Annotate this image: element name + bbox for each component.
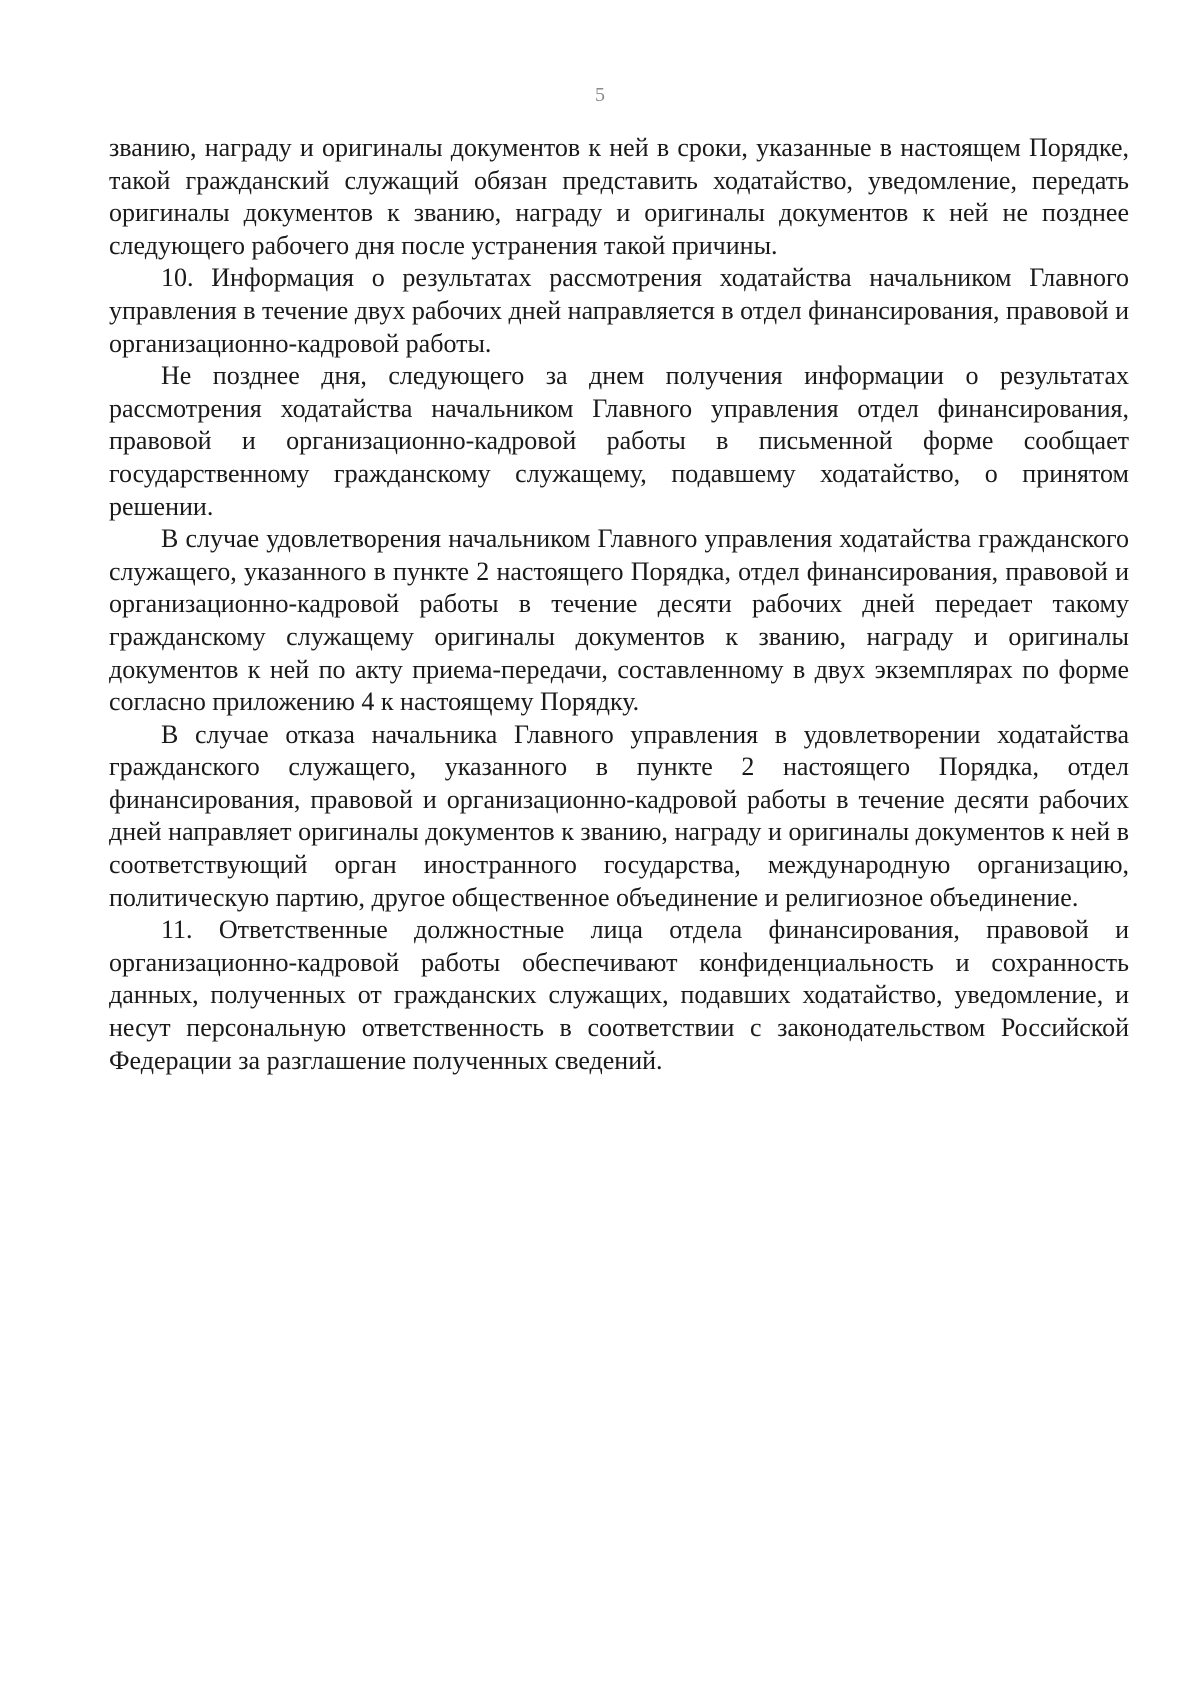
document-body <box>109 132 1129 1077</box>
paragraph-approval-case: В случае удовлетворения начальником Главного управления ходатайства гражданского служащего, указанного в пункте 2 настоящего Порядка, отдел финансирования, правовой и организационно-кадровой работы в течение десяти рабочих дней передает такому гражданскому служащему оригиналы документов к званию, награду и оригиналы документов к ней по акту приема-передачи, составленному в двух экземплярах по форме согласно приложению 4 к настоящему Порядку. <box>109 524 1129 717</box>
paragraph-continuation: званию, награду и оригиналы документов к ней в сроки, указанные в настоящем Порядке, такой гражданский служащий обязан представить ходатайство, уведомление, передать оригиналы документов к званию, награду и оригиналы документов к ней не позднее следующего рабочего дня после устранения такой причины. <box>109 133 1129 260</box>
paragraph-item-10: 10. Информация о результатах рассмотрения ходатайства начальником Главного управления в течение двух рабочих дней направляется в отдел финансирования, правовой и организационно-кадровой работы. <box>109 263 1129 358</box>
page-number: 5 <box>595 84 605 106</box>
paragraph-notification: Не позднее дня, следующего за днем получения информации о результатах рассмотрения ходатайства начальником Главного управления отдел финансирования, правовой и организационно-кадровой работы в письменной форме сообщает государственному гражданскому служащему, подавшему ходатайство, о принятом решении. <box>109 361 1129 521</box>
paragraph-item-11: 11. Ответственные должностные лица отдела финансирования, правовой и организационно-кадровой работы обеспечивают конфиденциальность и сохранность данных, полученных от гражданских служащих, подавших ходатайство, уведомление, и несут персональную ответственность в соответствии с законодательством Российской Федерации за разглашение полученных сведений. <box>109 915 1129 1075</box>
paragraph-refusal-case: В случае отказа начальника Главного управления в удовлетворении ходатайства гражданского служащего, указанного в пункте 2 настоящего Порядка, отдел финансирования, правовой и организационно-кадровой работы в течение десяти рабочих дней направляет оригиналы документов к званию, награду и оригиналы документов к ней в соответствующий орган иностранного государства, международную организацию, политическую партию, другое общественное объединение и религиозное объединение. <box>109 719 1129 912</box>
